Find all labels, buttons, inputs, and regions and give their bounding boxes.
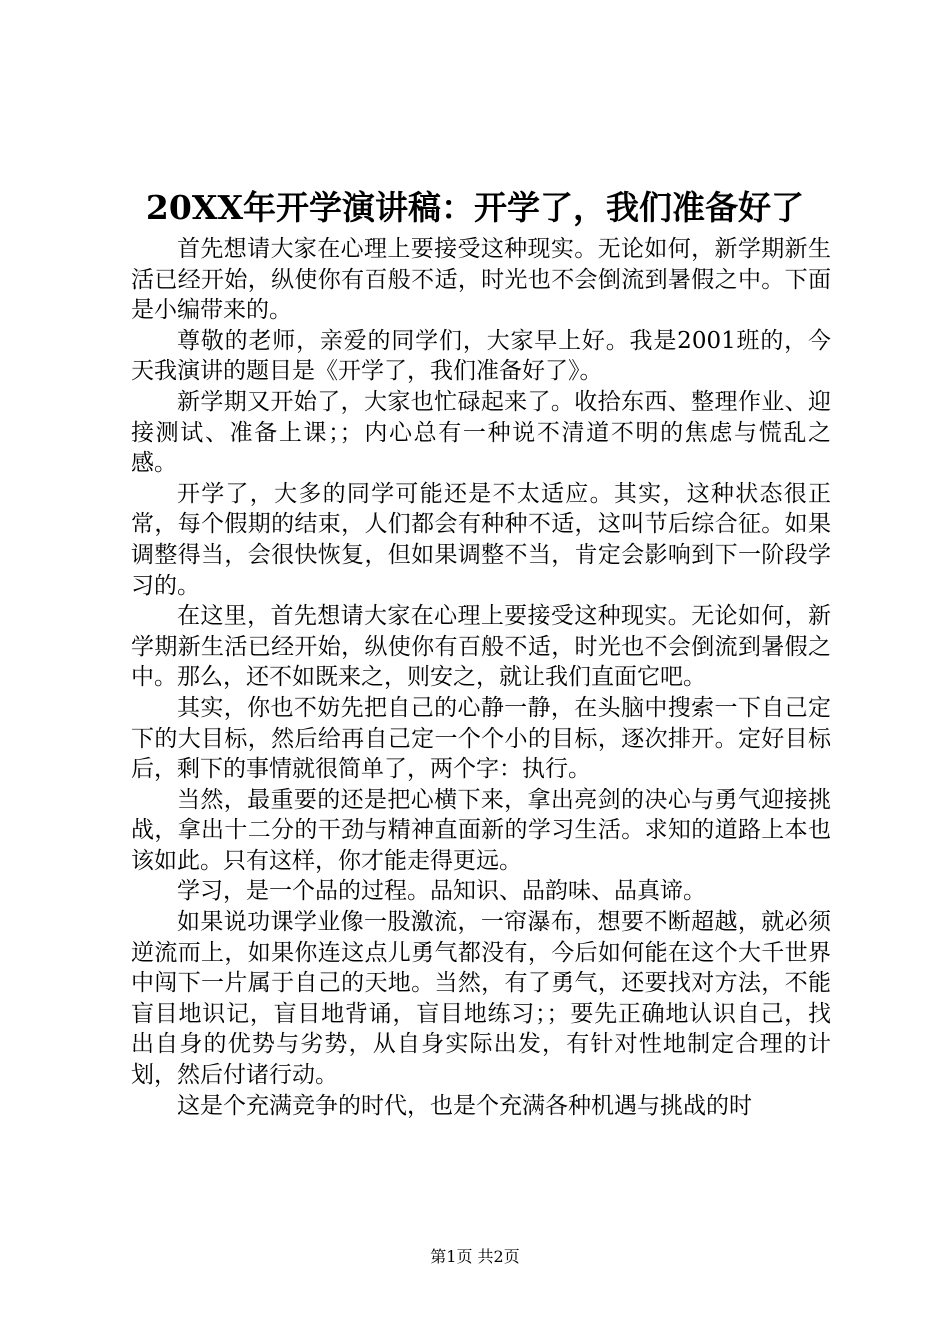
paragraph-9: 如果说功课学业像一股激流，一帘瀑布，想要不断超越，就必须逆流而上，如果你连这点儿勇气都没有，今后如何能在这个大千世界中闯下一片属于自己的天地。当然，有了勇气，还要找对方法，不能盲目地识记，盲目地背诵，盲目地练习；；要先正确地认识自己，找出自身的优势与劣势，从自身实际出发，有针对性地制定合理的计划，然后付诸行动。: [131, 909, 831, 1089]
document-title: 20XX年开学演讲稿：开学了，我们准备好了: [145, 188, 805, 227]
paragraph-5: 在这里，首先想请大家在心理上要接受这种现实。无论如何，新学期新生活已经开始，纵使你有百般不适，时光也不会倒流到暑假之中。那么，还不如既来之，则安之，就让我们直面它吧。: [131, 603, 831, 691]
paragraph-4: 开学了，大多的同学可能还是不太适应。其实，这种状态很正常，每个假期的结束，人们都会有种种不适，这叫节后综合征。如果调整得当，会很快恢复，但如果调整不当，肯定会影响到下一阶段学习的。: [131, 480, 831, 599]
paragraph-8: 学习，是一个品的过程。品知识、品韵味、品真谛。: [177, 878, 706, 905]
paragraph-2: 尊敬的老师，亲爱的同学们，大家早上好。我是2001班的，今天我演讲的题目是《开学了，我们准备好了》。: [131, 327, 831, 385]
paragraph-6: 其实，你也不妨先把自己的心静一静，在头脑中搜索一下自己定下的大目标，然后给再自己定一个个小的目标，逐次排开。定好目标后，剩下的事情就很简单了，两个字：执行。: [131, 694, 831, 783]
paragraph-7: 当然，最重要的还是把心横下来，拿出亮剑的决心与勇气迎接挑战，拿出十二分的干劲与精神直面新的学习生活。求知的道路上本也该如此。只有这样，你才能走得更远。: [131, 786, 831, 874]
paragraph-3: 新学期又开始了，大家也忙碌起来了。收拾东西、整理作业、迎接测试、准备上课；；内心总有一种说不清道不明的焦虑与慌乱之感。: [131, 388, 831, 477]
paragraph-10: 这是个充满竞争的时代，也是个充满各种机遇与挑战的时: [177, 1092, 752, 1119]
page-footer: 第1页 共2页: [430, 1247, 520, 1266]
paragraph-1: 首先想请大家在心理上要接受这种现实。无论如何，新学期新生活已经开始，纵使你有百般不适，时光也不会倒流到暑假之中。下面是小编带来的。: [131, 236, 831, 324]
document-body: [131, 234, 831, 1121]
